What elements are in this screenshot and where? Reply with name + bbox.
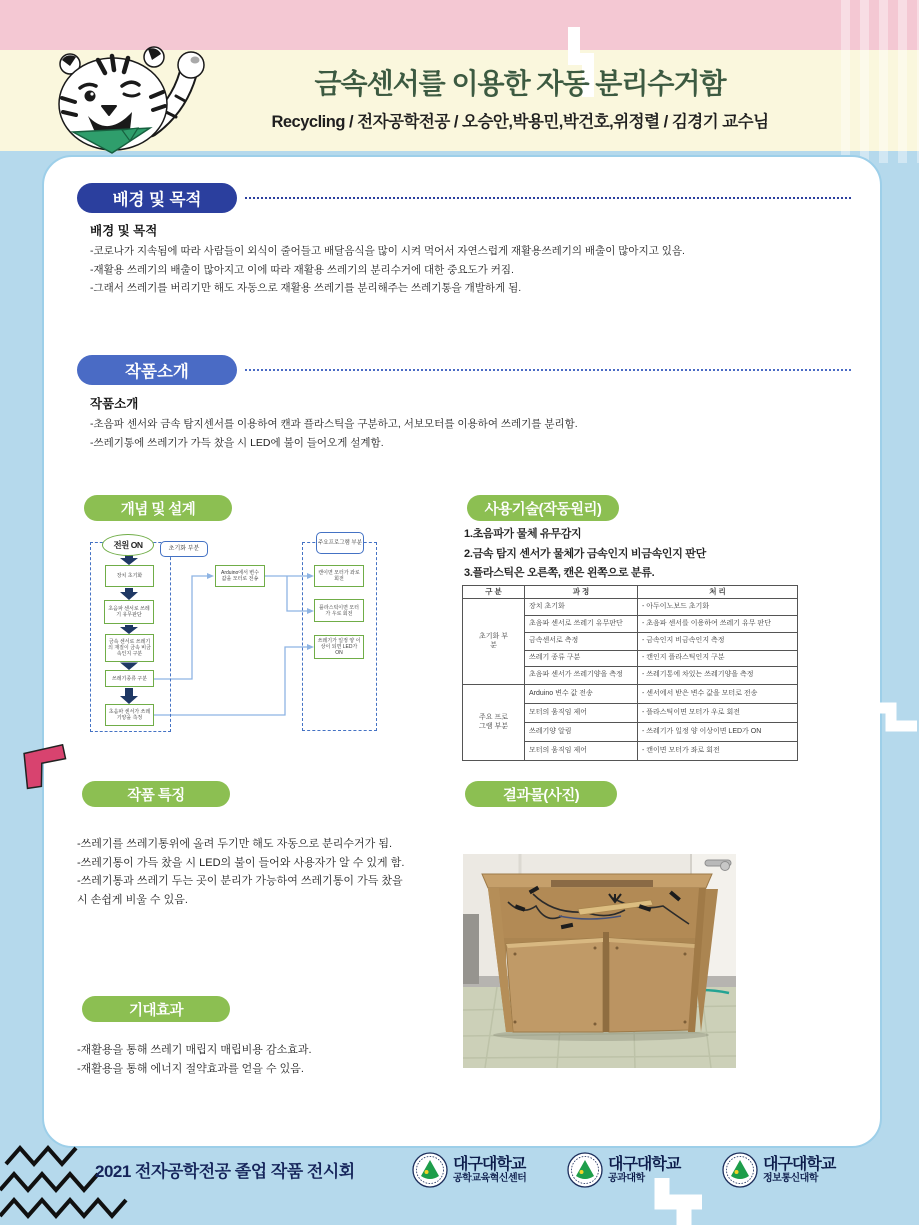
tech-list [464,525,706,584]
process-table [462,585,798,761]
action-cell: - 초음파 센서를 이용하여 쓰레기 유무 판단 [638,616,798,633]
university-logo-text [763,1156,835,1185]
flow-step-box: 쓰레기종류 구분 [105,670,154,687]
university-dept: 공학교육혁신센터 [453,1172,527,1184]
tetris-decoration-pink [22,744,72,790]
text-line: -쓰레기통과 쓰레기 두는 곳이 분리가 가능하여 쓰레기통이 가득 찼을 시 손쉽게 비울 수 있음. [77,875,403,906]
process-cell: 초음파 센서가 쓰레기양을 측정 [525,667,638,685]
section-pill-features: 작품 특징 [82,781,230,807]
section-pill-intro: 작품소개 [77,355,237,385]
text-line: -재활용을 통해 쓰레기 매립지 매립비용 감소효과. [77,1044,312,1056]
text-line: -코로나가 지속됨에 따라 사람들이 외식이 줄어들고 배달음식을 많이 시켜 먹어서 자연스럽게 재활용쓰레기의 배출이 많아지고 있음. [90,245,685,257]
section-pill-tech: 사용기술(작동원리) [467,495,619,521]
action-cell: - 플라스틱이면 모터가 우로 회전 [638,704,798,723]
section-pill-result: 결과물(사진) [465,781,617,807]
action-cell: - 캔이면 모터가 좌로 회전 [638,742,798,761]
flow-step-box: 금속 센서로 쓰레기의 재질이 금속 비금속인지 구분 [105,634,154,662]
university-seal-icon [412,1152,448,1188]
action-cell: - 캔인지 플라스틱인지 구분 [638,651,798,667]
action-cell: - 금속인지 비금속인지 측정 [638,633,798,651]
features-lines [77,835,412,909]
university-dept: 정보통신대학 [763,1172,818,1184]
flowchart [80,530,400,775]
dotted-leader [245,197,851,199]
poster-title: 금속센서를 이용한 자동 분리수거함 [314,68,726,99]
university-name: 대구대학교 [763,1155,836,1173]
text-line: -쓰레기통이 가득 찼을 시 LED의 불이 들어와 사용자가 알 수 있게 함. [77,856,405,869]
university-name: 대구대학교 [608,1155,681,1173]
action-cell: - 쓰레기통에 차있는 쓰레기양을 측정 [638,667,798,685]
university-dept: 공과대학 [608,1172,645,1184]
flow-start-oval: 전원 ON [102,534,154,556]
background-heading: 배경 및 목적 [90,224,158,238]
content-card [42,155,882,1148]
intro-lines [90,415,578,452]
dotted-leader [245,369,851,371]
process-cell: 초음파 센서로 쓰레기 유무판단 [525,616,638,633]
text-line: -쓰레기를 쓰레기통위에 올려 두기만 해도 자동으로 분리수거가 됨. [77,838,393,850]
section-pill-background: 배경 및 목적 [77,183,237,213]
arduino-box: Arduino에서 변수 값을 모터로 전송 [215,565,265,587]
zigzag-decoration [0,1142,140,1222]
group-label: 초기화 부분 [463,599,525,685]
col-header: 과 정 [525,586,638,599]
university-logo [412,1152,526,1188]
text-line: -재활용 쓰레기의 배출이 많아지고 이에 따라 재활용 쓰레기의 분리수거에 대한 중요도가 커짐. [90,263,514,276]
tech-list-item: 2.금속 탐지 센서가 물체가 금속인지 비금속인지 판단 [464,547,706,560]
expected-lines [77,1041,312,1079]
footer-title: 2021 전자공학전공 졸업 작품 전시회 [95,1162,355,1181]
process-cell: 장치 초기화 [525,599,638,616]
tiger-paw [178,52,204,78]
university-seal-icon [567,1152,603,1188]
university-logo-text [453,1156,526,1185]
university-seal-icon [722,1152,758,1188]
init-region-label: 초기화 부분 [160,541,208,557]
flow-step-box: 장치 초기화 [105,565,154,587]
process-cell: 금속센서로 측정 [525,633,638,651]
text-line: -쓰레기통에 쓰레기가 가득 찼을 시 LED에 불이 들어오게 설계함. [90,436,384,449]
process-cell: 쓰레기양 알림 [525,723,638,742]
process-cell: 모터의 움직임 제어 [525,742,638,761]
table-row [463,685,798,704]
university-name: 대구대학교 [453,1155,526,1173]
section-pill-expected: 기대효과 [82,996,230,1022]
stripes-decoration [841,0,919,163]
col-header: 구 분 [463,586,525,599]
intro-heading: 작품소개 [90,397,139,411]
background-lines [90,242,685,298]
flow-step-box: 초음파 센서로 쓰레기 유무판단 [104,600,154,624]
program-step-box: 플라스틱이면 모터가 우로 회전 [314,599,364,622]
header-band-pink [0,0,919,50]
table-row [463,599,798,616]
poster-subtitle: Recycling / 전자공학전공 / 오승안,박용민,박건호,위정렬 / 김경기 교수님 [271,113,769,131]
program-step-box: 캔이면 모터가 좌로 회전 [314,565,364,587]
process-cell: 쓰레기 종류 구분 [525,651,638,667]
university-logo [567,1152,680,1188]
table-header-row [463,586,798,599]
university-logo [722,1152,835,1188]
flow-step-box: 초음파 센서가 쓰레기양을 측정 [105,704,154,726]
action-cell: - 센서에서 받은 변수 값을 모터로 전송 [638,685,798,704]
action-cell: - 아두이노보드 초기화 [638,599,798,616]
section-pill-design: 개념 및 설계 [84,495,232,521]
action-cell: - 쓰레기가 일정 양 이상이면 LED가 ON [638,723,798,742]
result-photo-illustration [463,854,736,1068]
tech-list-item: 3.플라스틱은 오른쪽, 캔은 왼쪽으로 분류. [464,567,655,579]
main-region-label: 주요프로그램 부분 [316,532,364,554]
tiger-mascot-illustration [50,46,215,154]
university-logo-text [608,1156,680,1185]
group-label: 주요 프로그램 부분 [463,685,525,761]
text-line: -재활용을 통해 에너지 절약효과를 얻을 수 있음. [77,1063,304,1075]
program-step-box: 쓰레기가 일정 양 이상이 되면 LED가 ON [314,635,364,659]
tech-list-item: 1.초음파가 물체 유무감지 [464,528,582,540]
tetris-decoration-right [851,680,919,746]
text-line: -그래서 쓰레기를 버리기만 해도 자동으로 재활용 쓰레기를 분리해주는 쓰레기통을 개발하게 됨. [90,282,522,294]
process-cell: 모터의 움직임 제어 [525,704,638,723]
text-line: -초음파 센서와 금속 탐지센서를 이용하여 캔과 플라스틱을 구분하고, 서보모터를 이용하여 쓰레기를 분리함. [90,418,578,430]
process-cell: Arduino 변수 값 전송 [525,685,638,704]
col-header: 처 리 [638,586,798,599]
